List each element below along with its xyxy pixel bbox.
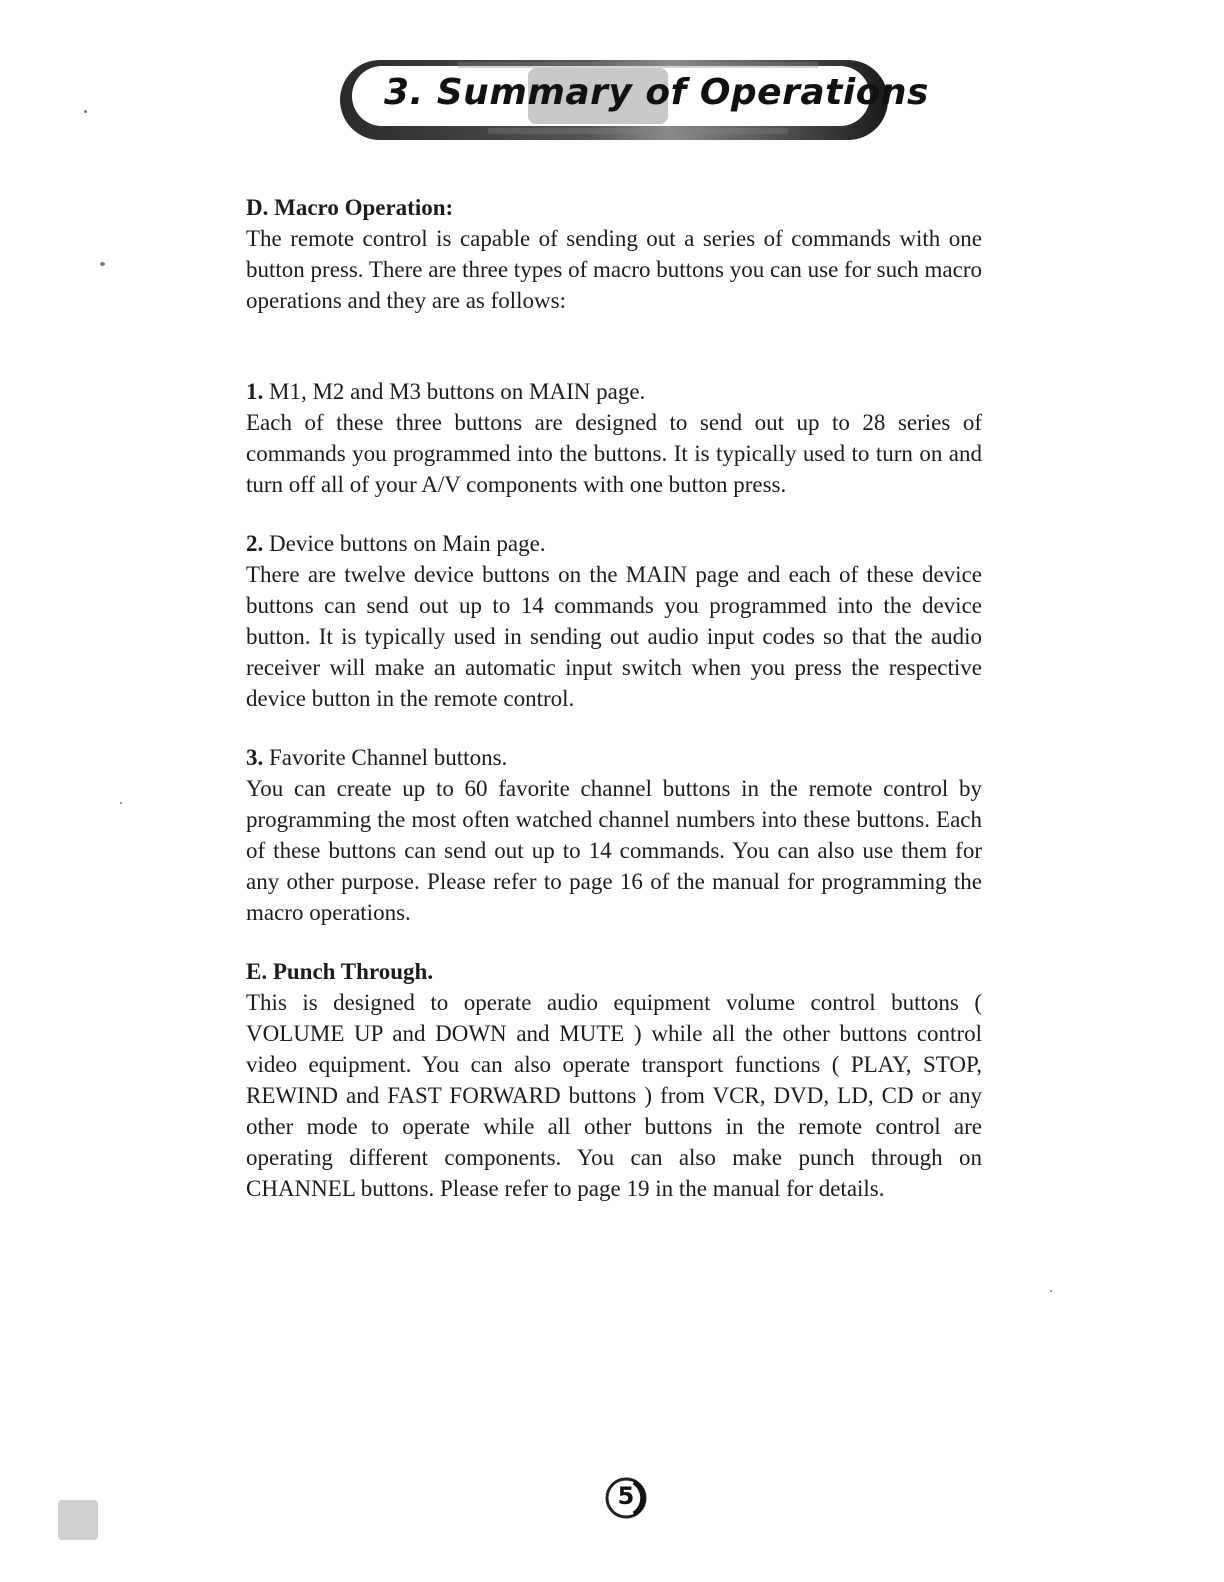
macro-item-3	[246, 742, 982, 928]
section-heading-macro: D. Macro Operation:	[246, 195, 454, 220]
section-banner	[338, 58, 929, 142]
macro-item-number: 3.	[246, 745, 264, 770]
page-number-text: 5	[617, 1482, 635, 1510]
macro-item-title-text: Favorite Channel buttons.	[269, 745, 508, 770]
macro-item-title	[246, 742, 982, 773]
banner-title: 3. Summary of Operations	[384, 72, 929, 113]
macro-item-title-text: Device buttons on Main page.	[269, 531, 546, 556]
scan-speck	[100, 262, 105, 266]
macro-item-title	[246, 376, 982, 407]
section-heading-punch: E. Punch Through.	[246, 959, 434, 984]
macro-item-number: 1.	[246, 379, 264, 404]
page-content	[246, 192, 982, 1204]
scan-speck	[120, 802, 122, 804]
macro-item-title-text: M1, M2 and M3 buttons on MAIN page.	[269, 379, 646, 404]
spacer	[246, 714, 982, 742]
macro-item-1	[246, 376, 982, 500]
macro-item-body: You can create up to 60 favorite channel buttons in the remote control by programming the most often watched channel numbers into these buttons. Each of these buttons can send out up to 14 commands. You can also use them for any other purpose. Please refer to page 16 of the manual for programming the macro operations.	[246, 776, 982, 925]
macro-item-title	[246, 528, 982, 559]
scan-speck	[58, 1500, 98, 1540]
macro-intro: The remote control is capable of sending out a series of commands with one button press. There are three types of macro buttons you can use for such macro operations and they are as follows:	[246, 226, 982, 313]
scan-speck	[84, 110, 87, 113]
macro-item-2	[246, 528, 982, 714]
macro-item-body: Each of these three buttons are designed to send out up to 28 series of commands you programmed into the buttons. It is typically used to turn on and turn off all of your A/V components with one button press.	[246, 410, 982, 497]
spacer	[246, 500, 982, 528]
spacer	[246, 928, 982, 956]
page-number	[604, 1474, 652, 1522]
spacer	[246, 316, 982, 376]
macro-item-number: 2.	[246, 531, 264, 556]
punch-body: This is designed to operate audio equipment volume control buttons ( VOLUME UP and DOWN and MUTE ) while all the other buttons control video equipment. You can also operate transport functions ( PLAY, STOP, REWIND and FAST FORWARD buttons ) from VCR, DVD, LD, CD or any other mode to operate while all other buttons in the remote control are operating different components. You can also make punch through on CHANNEL buttons. Please refer to page 19 in the manual for details.	[246, 990, 982, 1201]
macro-item-body: There are twelve device buttons on the MAIN page and each of these device buttons can send out up to 14 commands you programmed into the device button. It is typically used in sending out audio input codes so that the audio receiver will make an automatic input switch when you press the respective device button in the remote control.	[246, 562, 982, 711]
scan-speck	[1050, 1290, 1052, 1292]
